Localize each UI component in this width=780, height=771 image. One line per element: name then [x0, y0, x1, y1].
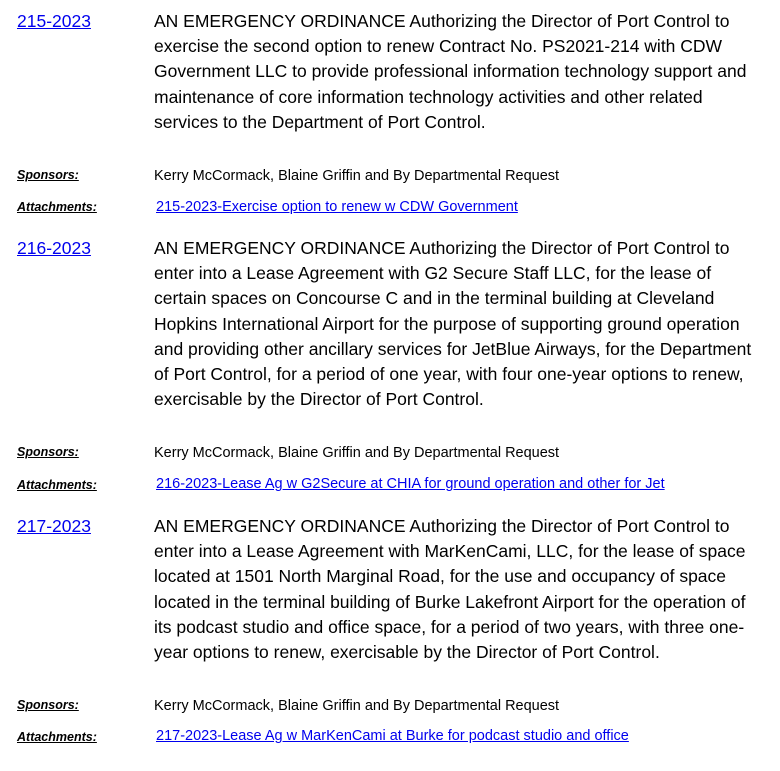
sponsors-label: Sponsors:	[17, 698, 79, 712]
sponsors-label: Sponsors:	[17, 168, 79, 182]
file-number-link[interactable]: 215-2023	[17, 11, 91, 31]
sponsors-label: Sponsors:	[17, 445, 79, 459]
sponsors-value: Kerry McCormack, Blaine Griffin and By Departmental Request	[154, 445, 560, 461]
attachment-link[interactable]: 215-2023-Exercise option to renew w CDW Government	[156, 199, 518, 215]
attachment-link[interactable]: 217-2023-Lease Ag w MarKenCami at Burke for podcast studio and office	[156, 728, 629, 744]
legislation-title: AN EMERGENCY ORDINANCE Authorizing the Director of Port Control to enter into a Lease Agreement with MarKenCami, LLC, for the lease of space located at 1501 North Marginal Road, for the use and occupancy of space located in the terminal building of Burke Lakefront Airport for the operation of its podcast studio and office space, for a period of two years, with three one-year options to renew, exercisable by the Director of Port Control.	[154, 516, 746, 663]
legislation-title: AN EMERGENCY ORDINANCE Authorizing the Director of Port Control to exercise the second option to renew Contract No. PS2021-214 with CDW Government LLC to provide professional information technology support and maintenance of core information technology activities and other related services to the Department of Port Control.	[154, 11, 747, 132]
attachment-link[interactable]: 216-2023-Lease Ag w G2Secure at CHIA for ground operation and other for Jet	[156, 476, 665, 492]
file-number-link[interactable]: 216-2023	[17, 238, 91, 258]
legislation-entry	[0, 514, 780, 754]
legislation-title: AN EMERGENCY ORDINANCE Authorizing the Director of Port Control to enter into a Lease Agreement with G2 Secure Staff LLC, for the lease of certain spaces on Concourse C and in the terminal building at Cleveland Hopkins International Airport for the purpose of supporting ground operation and providing other ancillary services for JetBlue Airways, for the Department of Port Control, for a period of one year, with four one-year options to renew, exercisable by the Director of Port Control.	[154, 238, 752, 410]
sponsors-value: Kerry McCormack, Blaine Griffin and By Departmental Request	[154, 698, 560, 714]
attachments-label: Attachments:	[17, 730, 97, 744]
attachments-label: Attachments:	[17, 200, 97, 214]
sponsors-value: Kerry McCormack, Blaine Griffin and By Departmental Request	[154, 168, 560, 184]
legislation-entry	[0, 236, 780, 496]
file-number-link[interactable]: 217-2023	[17, 516, 91, 536]
attachments-label: Attachments:	[17, 478, 97, 492]
legislation-entry	[0, 9, 780, 219]
